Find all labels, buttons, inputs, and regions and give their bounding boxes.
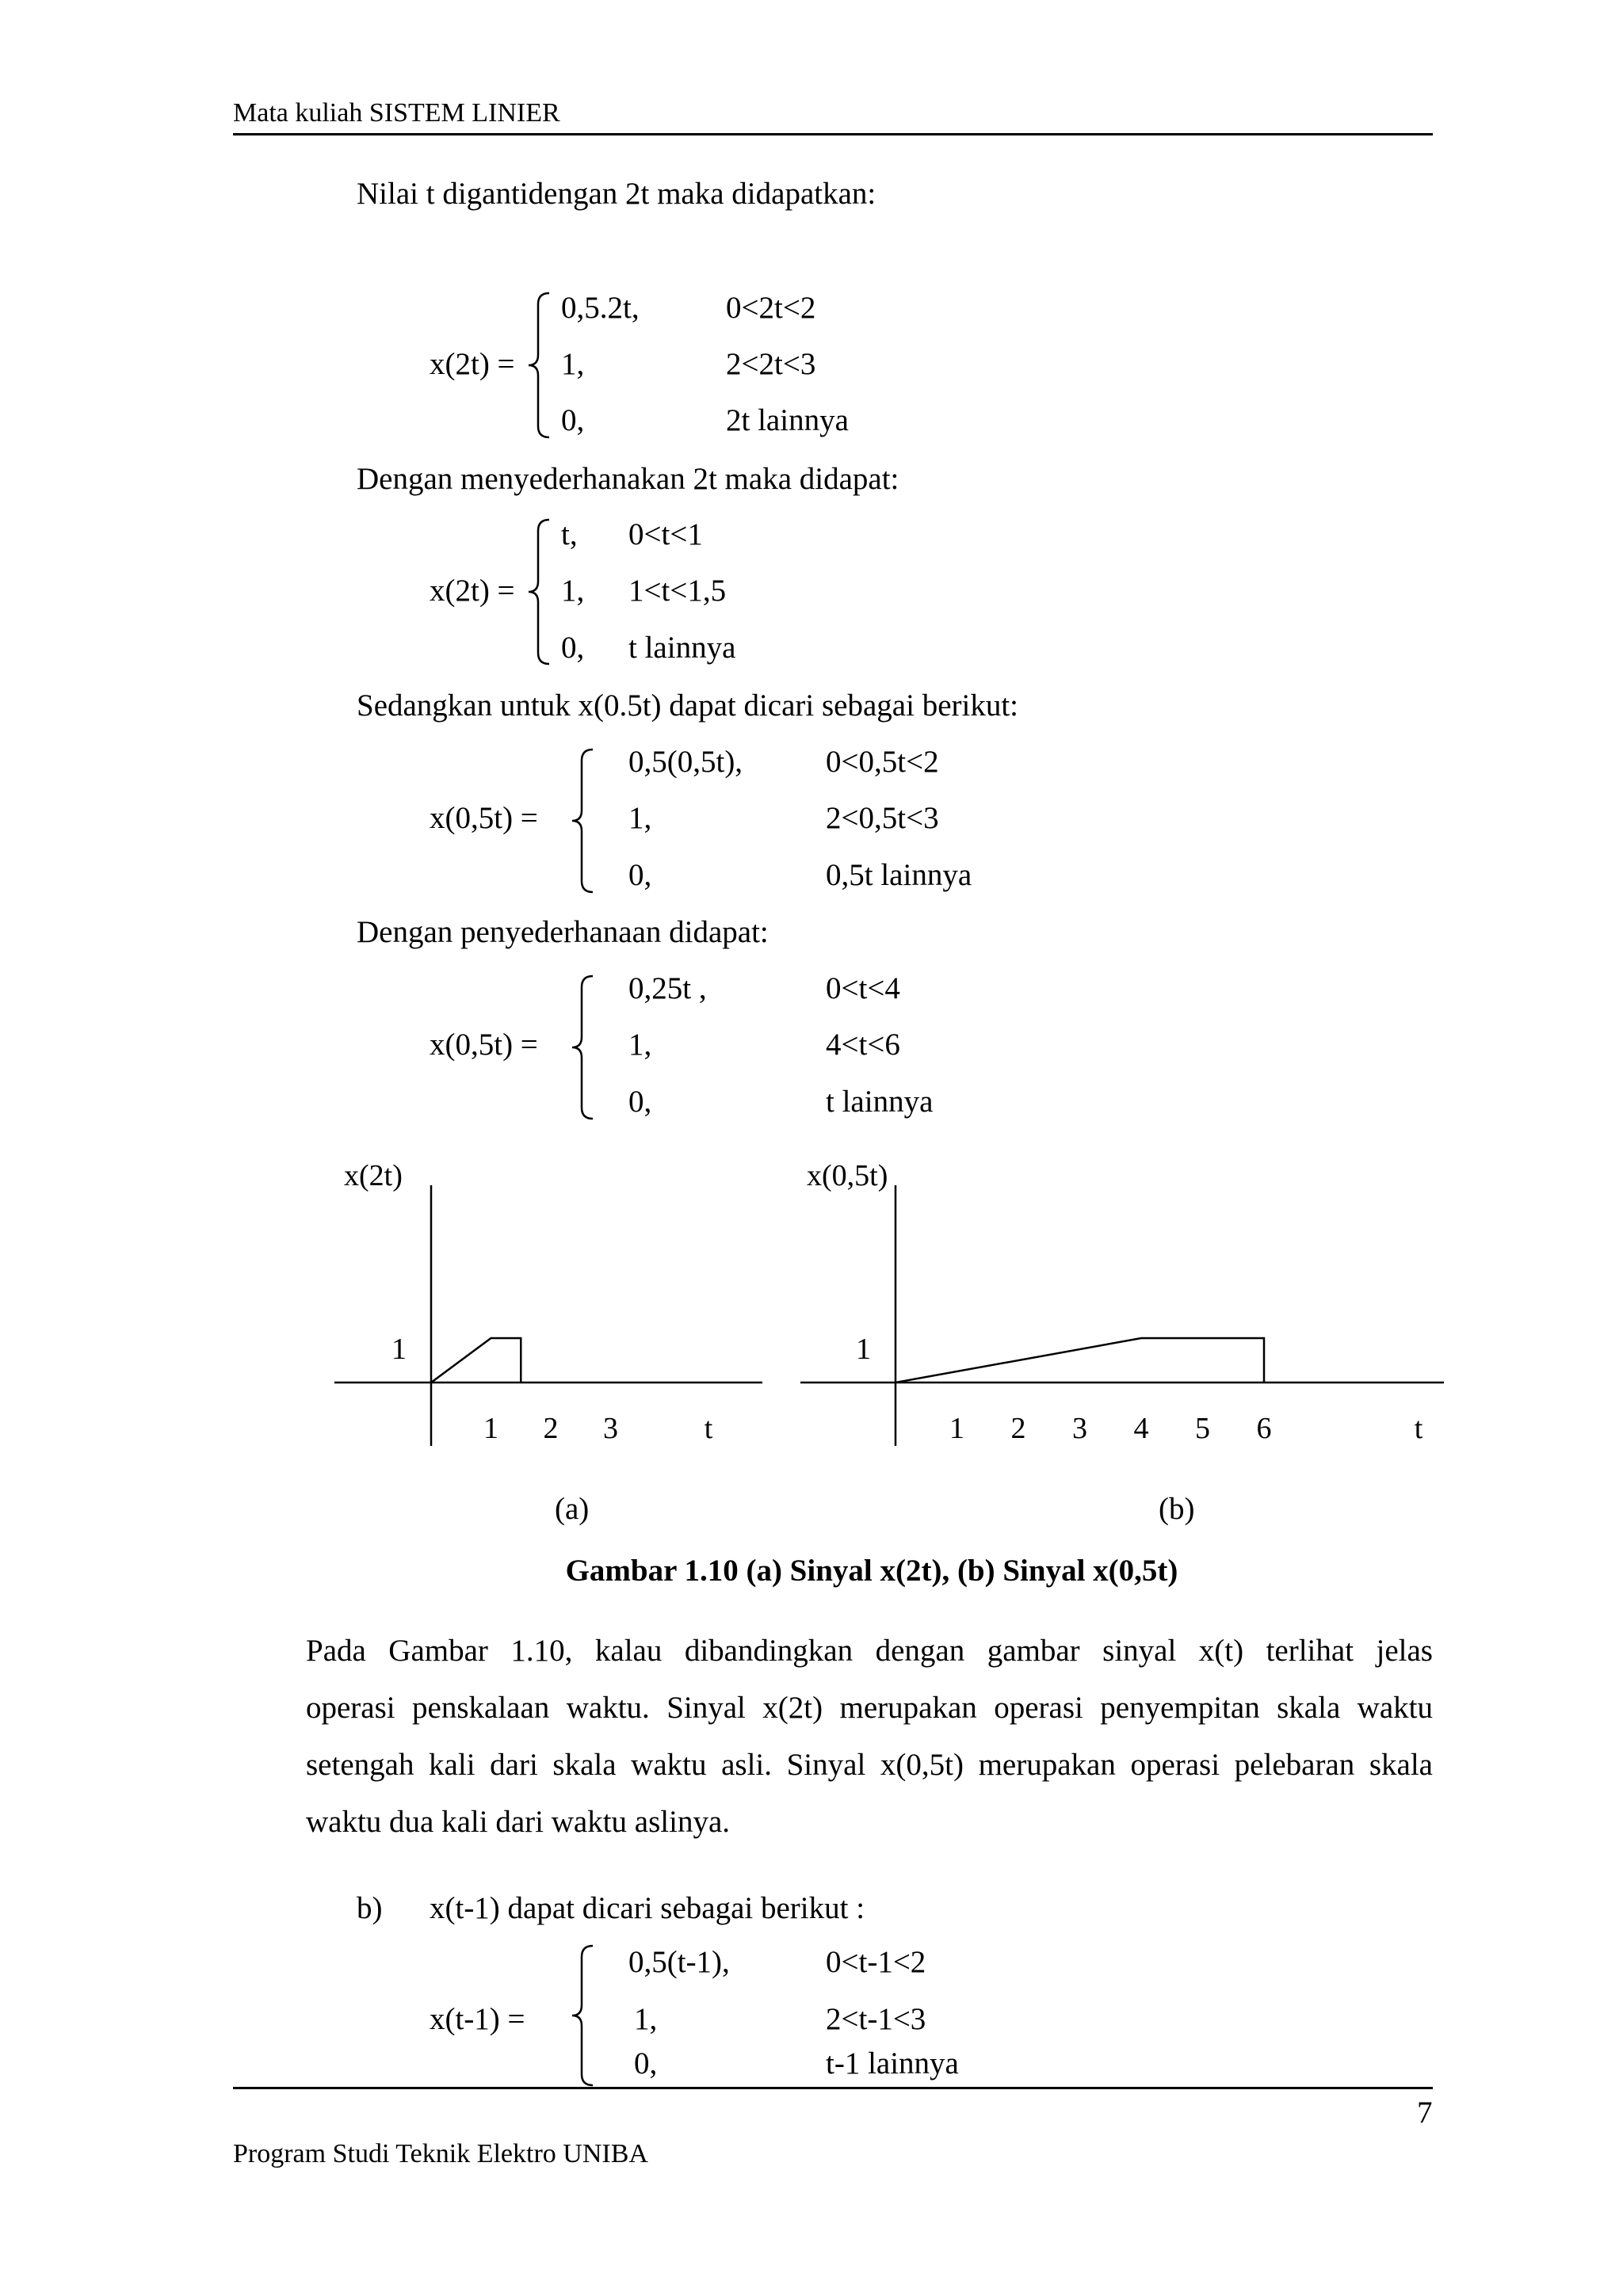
case-condition: 2<t-1<3 — [826, 2002, 926, 2036]
case-condition: 0<t<1 — [628, 517, 703, 551]
paragraph-line: setengah kali dari skala waktu asli. Sinyal x(0,5t) merupakan operasi pelebaran skala — [306, 1748, 1433, 1782]
case-expr: 0, — [561, 631, 585, 665]
panel-label-a: (a) — [555, 1492, 590, 1526]
footer-rule — [233, 2087, 1433, 2089]
y-axis-label: x(0,5t) — [807, 1159, 888, 1192]
left-brace — [571, 1944, 602, 2087]
figure-caption: Gambar 1.10 (a) Sinyal x(2t), (b) Sinyal x(0,5t) — [565, 1554, 1178, 1588]
case-expr: 0,25t , — [628, 971, 707, 1005]
left-brace — [571, 974, 602, 1120]
figure-1-10 — [0, 1141, 1623, 1553]
x-tick-label: 3 — [1072, 1412, 1087, 1445]
simplify-text-1: Dengan menyederhanakan 2t maka didapat: — [357, 462, 899, 496]
item-b-text: x(t-1) dapat dicari sebagai berikut : — [430, 1891, 865, 1925]
case-expr: 0,5(t-1), — [628, 1945, 730, 1979]
footer-institution: Program Studi Teknik Elektro UNIBA — [233, 2139, 648, 2168]
y-tick-label: 1 — [391, 1333, 407, 1366]
case-condition: 2t lainnya — [726, 403, 849, 437]
case-condition: 0<2t<2 — [726, 291, 816, 325]
case-expr: 1, — [628, 801, 652, 835]
case-expr: 0,5(0,5t), — [628, 745, 743, 779]
header-rule — [233, 133, 1433, 135]
signal-line — [896, 1338, 1264, 1383]
case-expr: 0, — [628, 1085, 652, 1119]
x-tick-label: 2 — [543, 1412, 559, 1445]
panel-label-b: (b) — [1159, 1492, 1195, 1526]
header-title: Mata kuliah SISTEM LINIER — [233, 98, 560, 128]
case-condition: 2<0,5t<3 — [826, 801, 939, 835]
left-brace — [527, 518, 559, 666]
case-condition: t lainnya — [628, 631, 736, 665]
y-axis-label: x(2t) — [344, 1159, 403, 1192]
equation-lhs: x(0,5t) = — [430, 801, 538, 835]
paragraph-line: waktu dua kali dari waktu aslinya. — [306, 1805, 731, 1839]
x-tick-label: 2 — [1010, 1412, 1026, 1445]
x-axis-label: t — [704, 1412, 713, 1445]
x-tick-label: 5 — [1195, 1412, 1210, 1445]
left-brace — [571, 748, 602, 894]
case-condition: 0,5t lainnya — [826, 858, 972, 892]
page-number: 7 — [1417, 2096, 1433, 2130]
paragraph-line: operasi penskalaan waktu. Sinyal x(2t) merupakan operasi penyempitan skala waktu — [306, 1691, 1433, 1725]
case-condition: 1<t<1,5 — [628, 574, 727, 608]
case-condition: 0<t<4 — [826, 971, 900, 1005]
simplify-text-2: Dengan penyederhanaan didapat: — [357, 915, 769, 949]
case-expr: t, — [561, 517, 578, 551]
case-expr: 0, — [628, 858, 652, 892]
intro-text-2: Sedangkan untuk x(0.5t) dapat dicari sebagai berikut: — [357, 688, 1018, 723]
equation-lhs: x(2t) = — [430, 347, 515, 381]
x-axis-label: t — [1414, 1412, 1423, 1445]
case-expr: 1, — [561, 347, 585, 381]
case-expr: 0, — [634, 2046, 658, 2081]
case-condition: 0<0,5t<2 — [826, 745, 939, 779]
x-tick-label: 3 — [603, 1412, 618, 1445]
case-condition: 4<t<6 — [826, 1028, 900, 1062]
paragraph-line: Pada Gambar 1.10, kalau dibandingkan dengan gambar sinyal x(t) terlihat jelas — [306, 1634, 1433, 1668]
case-condition: t lainnya — [826, 1085, 934, 1119]
x-tick-label: 1 — [483, 1412, 498, 1445]
signal-line — [431, 1338, 521, 1383]
case-expr: 0, — [561, 403, 585, 437]
case-condition: t-1 lainnya — [826, 2046, 959, 2081]
equation-lhs: x(2t) = — [430, 574, 515, 608]
x-tick-label: 1 — [949, 1412, 964, 1445]
case-expr: 1, — [628, 1028, 652, 1062]
left-brace — [527, 292, 559, 439]
case-expr: 0,5.2t, — [561, 291, 640, 325]
case-condition: 2<2t<3 — [726, 347, 816, 381]
body-paragraph — [306, 1623, 1433, 1851]
case-expr: 1, — [561, 574, 585, 608]
y-tick-label: 1 — [856, 1333, 871, 1366]
x-tick-label: 4 — [1133, 1412, 1149, 1445]
equation-lhs: x(0,5t) = — [430, 1028, 538, 1062]
case-condition: 0<t-1<2 — [826, 1945, 926, 1979]
case-expr: 1, — [634, 2002, 658, 2036]
x-tick-label: 6 — [1256, 1412, 1272, 1445]
equation-lhs: x(t-1) = — [430, 2002, 525, 2036]
intro-text: Nilai t digantidengan 2t maka didapatkan: — [357, 177, 876, 211]
item-b-label: b) — [357, 1891, 383, 1925]
